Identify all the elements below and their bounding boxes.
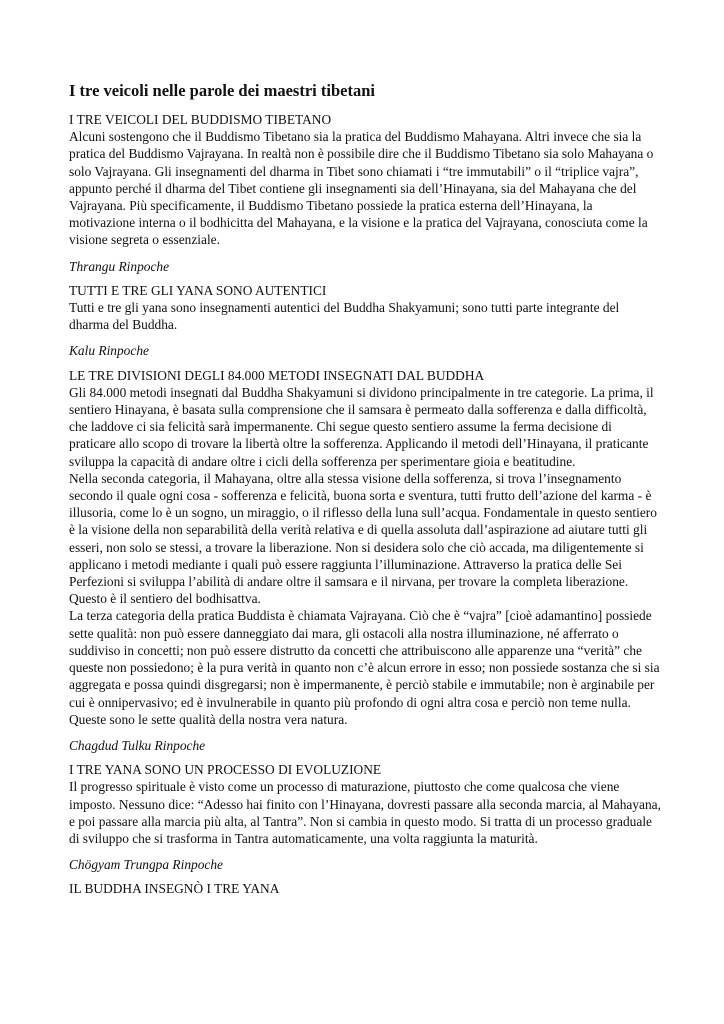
document-page: [69, 80, 661, 898]
section-heading: LE TRE DIVISIONI DEGLI 84.000 METODI INSEGNATI DAL BUDDHA: [69, 367, 485, 383]
section-author: Chögyam Trungpa Rinpoche: [69, 857, 223, 873]
section-heading: I TRE YANA SONO UN PROCESSO DI EVOLUZIONE: [69, 762, 382, 778]
section-tre-divisioni: [69, 367, 661, 754]
section-tre-veicoli: [69, 111, 661, 275]
section-author: Kalu Rinpoche: [69, 343, 149, 359]
section-paragraph: Alcuni sostengono che il Buddismo Tibetano sia la pratica del Buddismo Mahayana. Altri invece che sia la pratica del Buddismo Vajrayana. In realtà non è possibile dire che il Buddismo Tibetano sia solo Mahayana o solo Vajrayana. Gli insegnamenti del dharma in Tibet sono chiamati i “tre immutabili” o il “triplice vajra”, appunto perché il dharma del Tibet contiene gli insegnamenti sia dell’Hinayana, sia del Mahayana che del Vajrayana. Più specificamente, il Buddismo Tibetano possiede la pratica esterna dell’Hinayana, la motivazione interna o il bodhicitta del Mahayana, e la visione e la pratica del Vajrayana, conosciuta come la visione segreta o essenziale.: [69, 129, 654, 248]
section-paragraph: Gli 84.000 metodi insegnati dal Buddha Shakyamuni si dividono principalmente in tre categorie. La prima, il sentiero Hinayana, è basata sulla comprensione che il samsara è permeato dalla sofferenza e dalla difficoltà, che laddove ci sia felicità sarà impermanente. Chi segue questo sentiero assume la ferma decisione di praticare allo scopo di trovare la libertà oltre la sofferenza. Applicando il metodi dell’Hinayana, il praticante sviluppa la capacità di andare oltre i cicli della sofferenza per sperimentare gioia e beatitudine.: [69, 384, 654, 469]
section-heading: IL BUDDHA INSEGNÒ I TRE YANA: [69, 881, 280, 897]
section-heading: I TRE VEICOLI DEL BUDDISMO TIBETANO: [69, 112, 332, 127]
section-yana-autentici: [69, 282, 661, 360]
page-title: I tre veicoli nelle parole dei maestri tibetani: [69, 81, 375, 100]
section-buddha-insegno: [69, 880, 661, 897]
section-paragraph: Tutti e tre gli yana sono insegnamenti autentici del Buddha Shakyamuni; sono tutti parte integrante del dharma del Buddha.: [69, 300, 620, 333]
section-paragraph: Il progresso spirituale è visto come un processo di maturazione, piuttosto che come qualcosa che viene imposto. Nessuno dice: “Adesso hai finito con l’Hinayana, dovresti passare alla seconda marcia, al Mahayana, e poi passare alla marcia più alta, al Tantra”. Non si cambia in questo modo. Si tratta di un processo graduale di sviluppo che si trasforma in Tantra automaticamente, una volta raggiunta la maturità.: [69, 779, 661, 846]
section-processo-evoluzione: [69, 761, 661, 873]
section-heading: TUTTI E TRE GLI YANA SONO AUTENTICI: [69, 282, 327, 298]
section-paragraph: La terza categoria della pratica Buddista è chiamata Vajrayana. Ciò che è “vajra” [cioè adamantino] possiede sette qualità: non può essere danneggiato dai mara, gli ostacoli alla nostra illuminazione, né afferrato o suddiviso in concetti; non può essere distrutto da concetti che attribuiscono alle apparenze una “verità” che queste non possiedono; è la pura verità in quanto non c’è alcun errore in esso; non possiede sostanza che si sia aggregata e possa quindi disgregarsi; non è impermanente, è perciò stabile e immutabile; non è arginabile per cui è onnipervasivo; ed è invulnerabile in quanto più profondo di ogni altra cosa e perciò non teme nulla. Queste sono le sette qualità della nostra vera natura.: [69, 608, 660, 727]
section-paragraph: Nella seconda categoria, il Mahayana, oltre alla stessa visione della sofferenza, si trova l’insegnamento secondo il quale ogni cosa - sofferenza e felicità, buona sorta e sventura, tutti frutto dell’azione del karma - è illusoria, come lo è un sogno, un miraggio, o il riflesso della luna sull’acqua. Fondamentale in questo sentiero è la visione della non separabilità della verità relativa e di quella assoluta dall’aspirazione ad aiutare tutti gli esseri, non solo se stessi, a trovare la liberazione. Non si desidera solo che ciò accada, ma diligentemente si applicano i metodi mediante i quali può essere raggiunta l’illuminazione. Attraverso la pratica delle Sei Perfezioni si sviluppa l’abilità di andare oltre il samsara e il nirvana, per trovare la completa liberazione. Questo è il sentiero del bodhisattva.: [69, 470, 657, 607]
section-author: Thrangu Rinpoche: [69, 258, 170, 274]
section-author: Chagdud Tulku Rinpoche: [69, 737, 206, 753]
